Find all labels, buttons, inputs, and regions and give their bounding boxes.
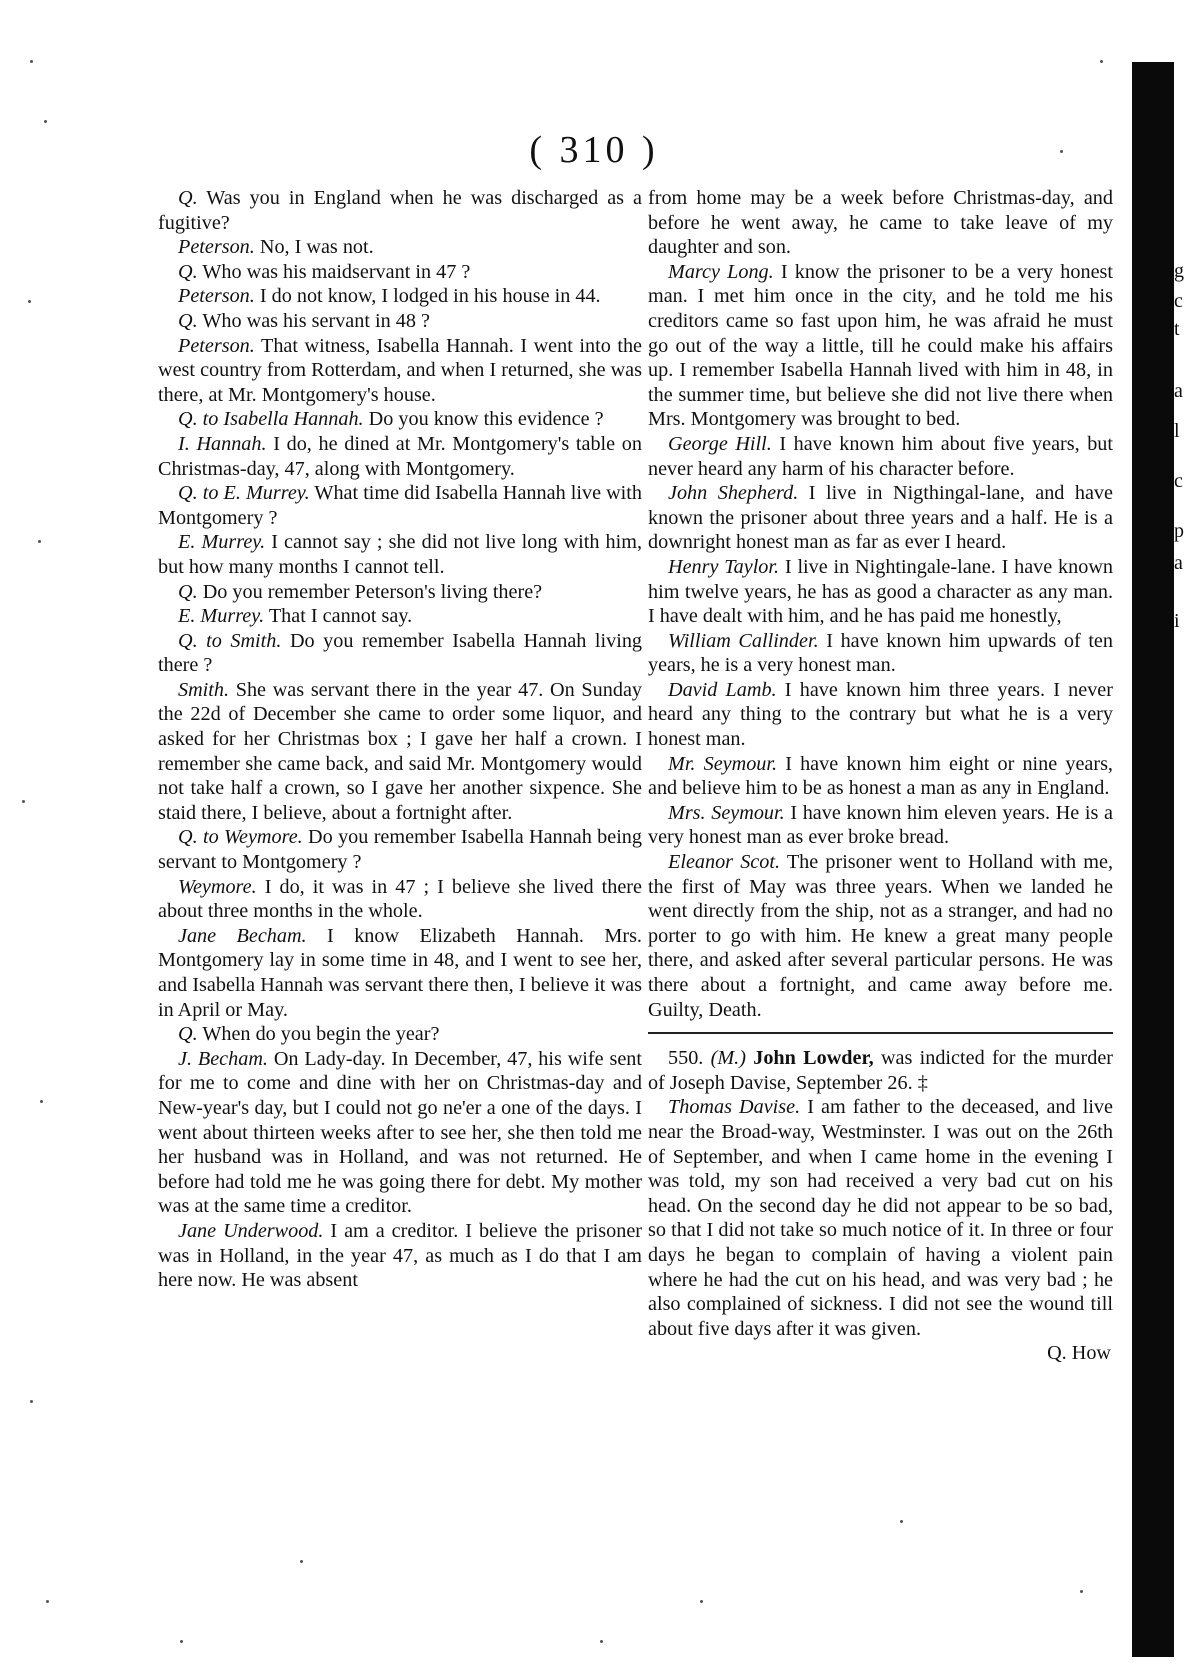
speaker-label: John Shepherd.: [668, 482, 799, 505]
left-column: [158, 186, 642, 1293]
speaker-label: Q.: [178, 1023, 198, 1046]
testimony-paragraph: [158, 481, 642, 530]
testimony-text: On Lady-day. In December, 47, his wife sent for me to come and dine with her on Christmas-day and New-year's day, but I could not go ne'er a one of the days. I went about thirteen weeks after to see her, she then told me her husband was in Holland, and was not returned. He before had told me he was going there for debt. My mother was at the same time a creditor.: [158, 1047, 642, 1218]
scan-speck: [180, 1640, 183, 1643]
testimony-text: I have known him three years. I never heard any thing to the contrary but what he is a very honest man.: [648, 678, 1113, 751]
testimony-paragraph: [648, 432, 1113, 481]
speaker-label: Weymore.: [178, 875, 257, 898]
testimony-text: I have known him upwards of ten years, he is a very honest man.: [648, 629, 1113, 677]
case-divider-rule: [648, 1032, 1113, 1034]
scan-speck: [28, 300, 31, 303]
speaker-label: Smith.: [178, 678, 230, 701]
edge-letter: g: [1174, 260, 1184, 282]
testimony-text: I have known him eleven years. He is a very honest man as ever broke bread.: [648, 801, 1113, 849]
scan-speck: [30, 1400, 33, 1403]
testimony-text: I am a creditor. I believe the prisoner was in Holland, in the year 47, as much as I do that I am here now. He was absent: [158, 1219, 643, 1292]
testimony-paragraph: [158, 530, 642, 579]
scan-speck: [22, 800, 25, 803]
testimony-paragraph: [158, 1047, 642, 1219]
scan-speck: [40, 1100, 43, 1103]
edge-letter: t: [1174, 318, 1180, 340]
scan-speck: [44, 120, 47, 123]
right-column-bottom: [648, 1095, 1113, 1341]
edge-letter: a: [1174, 552, 1183, 574]
testimony-paragraph: [158, 260, 642, 285]
speaker-label: Mr. Seymour.: [668, 752, 778, 775]
testimony-paragraph: [648, 850, 1113, 1022]
testimony-paragraph: [158, 1219, 642, 1293]
testimony-text: That I cannot say.: [264, 605, 413, 628]
scan-speck: [600, 1640, 603, 1643]
testimony-text: Was you in England when he was discharged as a fugitive?: [158, 187, 642, 234]
testimony-paragraph: [158, 235, 642, 260]
testimony-text: That witness, Isabella Hannah. I went into the west country from Rotterdam, and when I returned, she was there, at Mr. Montgomery's house.: [158, 334, 642, 406]
edge-letter: c: [1174, 290, 1183, 312]
scan-speck: [46, 1600, 49, 1603]
testimony-paragraph: [158, 1022, 642, 1047]
testimony-paragraph: [648, 186, 1113, 260]
speaker-label: Jane Becham.: [178, 924, 307, 947]
speaker-label: Q. to Isabella Hannah.: [178, 408, 364, 431]
speaker-label: Henry Taylor.: [668, 555, 780, 578]
testimony-paragraph: [158, 629, 642, 678]
testimony-paragraph: [648, 752, 1113, 801]
speaker-label: Q. to Weymore.: [178, 826, 303, 849]
right-column-top: [648, 186, 1113, 1022]
testimony-paragraph: [648, 1095, 1113, 1341]
defendant-name: John Lowder,: [753, 1047, 874, 1070]
speaker-label: Peterson.: [178, 236, 255, 259]
testimony-text: I know Elizabeth Hannah. Mrs. Montgomery lay in some time in 48, and I went to see her, and Isabella Hannah was servant there then, I believe it was in April or May.: [158, 924, 642, 1021]
testimony-paragraph: [158, 678, 642, 826]
edge-letter: c: [1174, 470, 1183, 492]
binding-shadow-bar: [1132, 62, 1174, 1657]
testimony-text: Do you know this evidence ?: [363, 408, 604, 431]
scan-speck: [1080, 1590, 1083, 1593]
testimony-text: I am father to the deceased, and live near the Broad-way, Westminster. I was out on the 26th of September, and when I came home in the evening I was told, my son had received a very bad cut on his head. On the second day he did not appear to be so bad, so that I did not take so much notice of it. In three or four days he began to complain of having a violent pain where he had the cut on his head, and was very bad ; he also complained of sickness. I did not see the wound till about five days after it was given.: [648, 1096, 1113, 1340]
edge-letter: l: [1174, 420, 1180, 442]
testimony-paragraph: [648, 629, 1113, 678]
testimony-text: I do, he dined at Mr. Montgomery's table on Christmas-day, 47, along with Montgomery.: [158, 432, 642, 480]
testimony-text: I have known him eight or nine years, and believe him to be as honest a man as any in England.: [648, 752, 1113, 800]
page-number: ( 310 ): [529, 129, 659, 171]
testimony-paragraph: [648, 678, 1113, 752]
edge-letter: a: [1174, 380, 1183, 402]
scan-speck: [900, 1520, 903, 1523]
testimony-text: I have known him about five years, but never heard any harm of his character before.: [648, 432, 1113, 480]
testimony-paragraph: [158, 875, 642, 924]
case-marker: (M.): [710, 1047, 746, 1070]
speaker-label: Q.: [178, 260, 198, 283]
testimony-paragraph: [158, 580, 642, 605]
testimony-text: Do you remember Isabella Hannah living there ?: [158, 629, 643, 677]
testimony-paragraph: [158, 924, 642, 1022]
testimony-text: Do you remember Peterson's living there?: [197, 580, 543, 603]
testimony-paragraph: [158, 407, 642, 432]
right-column: [648, 186, 1113, 1366]
testimony-text: Do you remember Isabella Hannah being servant to Montgomery ?: [158, 826, 642, 874]
scan-speck: [30, 60, 33, 63]
speaker-label: Q.: [178, 580, 198, 603]
scan-speck: [38, 540, 41, 543]
speaker-label: Marcy Long.: [668, 260, 774, 283]
testimony-paragraph: [648, 801, 1113, 850]
case-number: 550.: [668, 1047, 704, 1070]
testimony-paragraph: [158, 284, 642, 309]
speaker-label: George Hill.: [668, 432, 772, 455]
catchword: Q. How: [1047, 1342, 1111, 1365]
edge-letter: i: [1174, 610, 1180, 632]
testimony-text: I know the prisoner to be a very honest man. I met him once in the city, and he told me his creditors came so fast upon him, he was afraid he must go out of the way a little, till he could make his affairs up. I remember Isabella Hannah lived with him in 48, in the summer time, but believe she did not live there when Mrs. Montgomery was brought to bed.: [648, 260, 1113, 431]
testimony-paragraph: [158, 825, 642, 874]
speaker-label: Q. to E. Murrey.: [178, 482, 310, 505]
scan-speck: [300, 1560, 303, 1563]
testimony-text: Who was his maidservant in 47 ?: [197, 260, 471, 283]
case-description: was indicted for the murder of Joseph Davise, September 26.: [648, 1047, 1114, 1094]
testimony-text: No, I was not.: [254, 236, 374, 259]
testimony-text: The prisoner went to Holland with me, the first of May was three years. When we landed he went directly from the ship, not as a stranger, and had no porter to go with him. He knew a great many people there, and asked after several particular persons. He was there about a fortnight, and came away before me. Guilty, Death.: [648, 851, 1113, 1021]
testimony-text: Who was his servant in 48 ?: [197, 309, 430, 332]
speaker-label: Q. to Smith.: [178, 629, 282, 652]
speaker-label: Eleanor Scot.: [668, 851, 781, 874]
speaker-label: Mrs. Seymour.: [668, 801, 785, 824]
testimony-paragraph: [158, 309, 642, 334]
scan-speck: [1060, 150, 1063, 153]
speaker-label: David Lamb.: [668, 678, 777, 701]
testimony-paragraph: [648, 260, 1113, 432]
speaker-label: E. Murrey.: [178, 605, 265, 628]
testimony-text: I cannot say ; she did not live long with him, but how many months I cannot tell.: [158, 531, 643, 578]
speaker-label: Peterson.: [178, 334, 255, 357]
speaker-label: Jane Underwood.: [178, 1219, 324, 1242]
speaker-label: Peterson.: [178, 285, 255, 308]
edge-letter: p: [1174, 520, 1184, 542]
testimony-text: I do, it was in 47 ; I believe she lived there about three months in the whole.: [158, 875, 642, 923]
testimony-text: When do you begin the year?: [197, 1023, 440, 1046]
case-mark: ‡: [917, 1071, 928, 1094]
testimony-paragraph: [158, 334, 642, 408]
testimony-text: I live in Nightingale-lane. I have known him twelve years, he has as good a character as any man. I have dealt with him, and he has paid me honestly,: [648, 555, 1114, 628]
case-heading: [648, 1046, 1113, 1095]
scan-speck: [700, 1600, 703, 1603]
speaker-label: William Callinder.: [668, 629, 819, 652]
testimony-text: I live in Nigthingal-lane, and have known the prisoner about three years and a half. He is a downright honest man as far as ever I heard.: [648, 482, 1113, 554]
speaker-label: Q.: [178, 309, 198, 332]
speaker-label: I. Hannah.: [178, 432, 267, 455]
testimony-paragraph: [648, 555, 1113, 629]
testimony-text: I do not know, I lodged in his house in 44.: [254, 285, 601, 308]
testimony-text: She was servant there in the year 47. On Sunday the 22d of December she came to order some liquor, and asked for her Christmas box ; I gave her half a crown. I remember she came back, and said Mr. Montgomery would not take half a crown, so I gave her another sixpence. She staid there, I believe, about a fortnight after.: [158, 678, 642, 824]
testimony-text: What time did Isabella Hannah live with Montgomery ?: [158, 482, 642, 529]
speaker-label: Thomas Davise.: [668, 1096, 801, 1119]
testimony-paragraph: [648, 481, 1113, 555]
testimony-text: from home may be a week before Christmas-day, and before he went away, he came to take leave of my daughter and son.: [648, 187, 1113, 259]
testimony-paragraph: [158, 186, 642, 235]
speaker-label: Q.: [178, 187, 198, 209]
speaker-label: J. Becham.: [178, 1047, 268, 1070]
testimony-paragraph: [158, 604, 642, 629]
scan-speck: [1100, 60, 1103, 63]
speaker-label: E. Murrey.: [178, 531, 266, 554]
testimony-paragraph: [158, 432, 642, 481]
